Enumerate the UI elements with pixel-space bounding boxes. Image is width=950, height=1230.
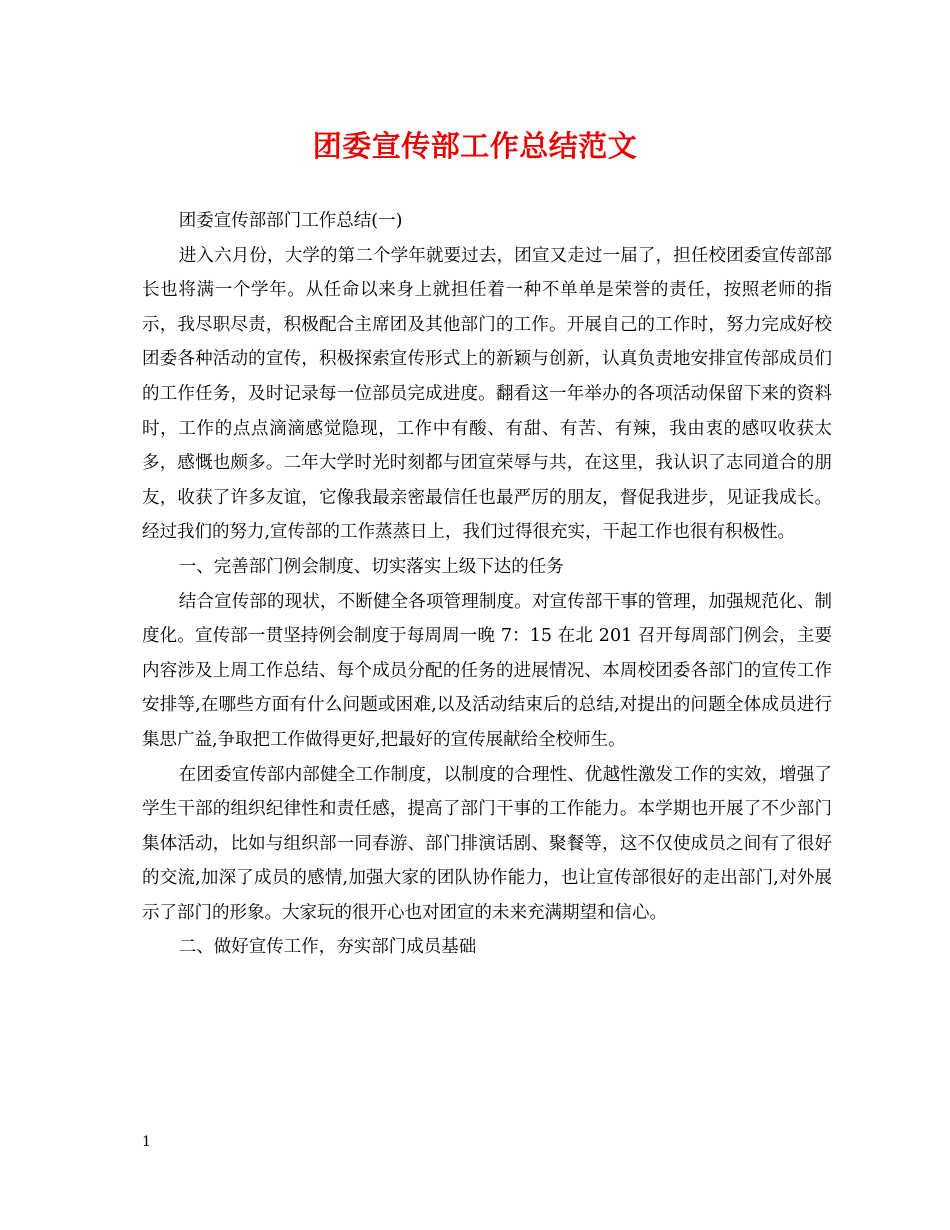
body-paragraph: 进入六月份，大学的第二个学年就要过去，团宣又走过一届了，担任校团委宣传部部长也将满一个学年。从任命以来身上就担任着一种不单单是荣誉的责任，按照老师的指示，我尽职尽责，积极配合主席团及其他部门的工作。开展自己的工作时，努力完成好校团委各种活动的宣传，积极探索宣传形式上的新颖与创新，认真负责地安排宣传部成员们的工作任务，及时记录每一位部员完成进度。翻看这一年举办的各项活动保留下来的资料时，工作的点点滴滴感觉隐现，工作中有酸、有甜、有苦、有辣，我由衷的感叹收获太多，感慨也颇多。二年大学时光时刻都与团宣荣辱与共，在这里，我认识了志同道合的朋友，收获了许多友谊，它像我最亲密最信任也最严厉的朋友，督促我进步，见证我成长。经过我们的努力,宣传部的工作蒸蒸日上，我们过得很充实，干起工作也很有积极性。 (142, 245, 832, 543)
document-title: 团委宣传部工作总结范文 (312, 129, 638, 163)
page-number: 1 (142, 1134, 151, 1150)
document-body (142, 204, 832, 965)
section-heading: 一、完善部门例会制度、切实落实上级下达的任务 (178, 556, 564, 577)
body-paragraph: 在团委宣传部内部健全工作制度，以制度的合理性、优越性激发工作的实效，增强了学生干部的组织纪律性和责任感，提高了部门干事的工作能力。本学期也开展了不少部门集体活动，比如与组织部一同春游、部门排演话剧、聚餐等，这不仅使成员之间有了很好的交流,加深了成员的感情,加强大家的团队协作能力，也让宣传部很好的走出部门,对外展示了部门的形象。大家玩的很开心也对团宣的未来充满期望和信心。 (142, 764, 832, 923)
section-heading: 二、做好宣传工作，夯实部门成员基础 (178, 937, 477, 958)
section-heading: 团委宣传部部门工作总结(一) (178, 211, 403, 231)
body-paragraph: 结合宣传部的现状，不断健全各项管理制度。对宣传部干事的管理，加强规范化、制度化。宣传部一贯坚持例会制度于每周周一晚 7：15 在北 201 召开每周部门例会，主要内容涉及上周工作总结、每个成员分配的任务的进展情况、本周校团委各部门的宣传工作安排等,在哪些方面有什么问题或困难,以及活动结束后的总结,对提出的问题全体成员进行集思广益,争取把工作做得更好,把最好的宣传展献给全校师生。 (142, 591, 832, 750)
